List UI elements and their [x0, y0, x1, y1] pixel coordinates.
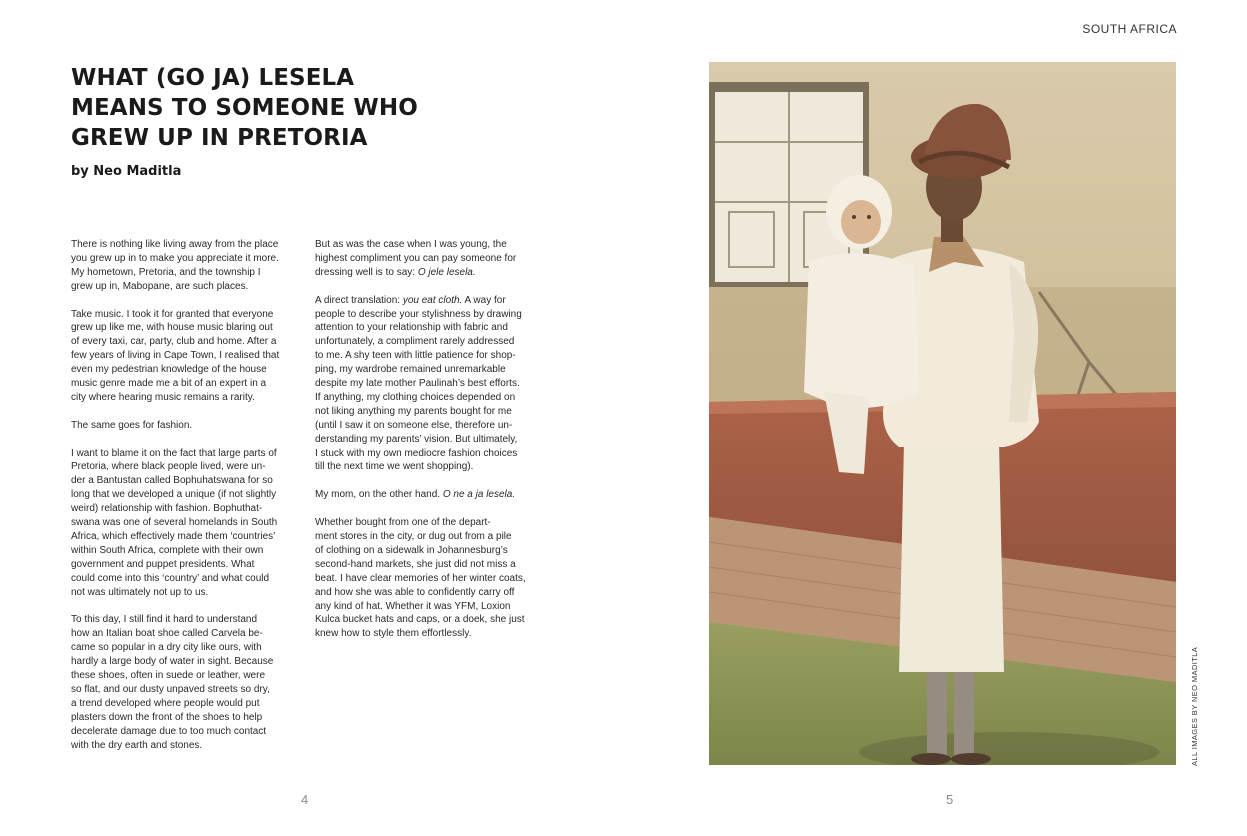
text-run: dressing well is to say: [315, 266, 418, 278]
text-line: Kulca bucket hats and caps, or a doek, she just [315, 614, 525, 626]
vintage-photo [709, 62, 1176, 765]
text-line: music genre made me a bit of an expert in a [71, 378, 267, 390]
text-line: how an Italian boat shoe called Carvela be- [71, 628, 263, 640]
title-line: GREW UP IN PRETORIA [71, 125, 368, 151]
text-line: within South Africa, complete with their own [71, 544, 264, 556]
text-line: Take music. I took it for granted that everyone [71, 308, 274, 320]
text-line: unfortunately, a compliment rarely addressed [315, 336, 515, 348]
text-column-right [315, 238, 547, 655]
text-line: ping, my wardrobe remained unremarkable [315, 364, 506, 376]
photo-credit: ALL IMAGES BY NEO MADITLA [1190, 646, 1199, 766]
text-line: hardly a large body of water in sight. Because [71, 656, 274, 668]
text-line: swana was one of several homelands in South [71, 517, 278, 529]
text-line: till the next time we went shopping). [315, 461, 474, 473]
text-line: grew up in, Mabopane, are such places. [71, 280, 249, 292]
text-line: beat. I have clear memories of her winter coats, [315, 572, 526, 584]
text-line: But as was the case when I was young, the [315, 239, 507, 250]
text-line: knew how to style them effortlessly. [315, 628, 472, 640]
photo-illustration [709, 62, 1176, 765]
article-title [71, 63, 491, 153]
text-line: despite my late mother Paulinah’s best efforts. [315, 378, 520, 390]
text-line: If anything, my clothing choices depended on [315, 391, 516, 403]
text-line: There is nothing like living away from the place [71, 239, 279, 250]
text-run: My mom, on the other hand. [315, 489, 443, 501]
text-line: of clothing on a sidewalk in Johannesburg’s [315, 544, 508, 556]
text-line [315, 266, 547, 280]
paragraph [315, 488, 547, 502]
text-line: The same goes for fashion. [71, 419, 193, 431]
paragraph [71, 419, 303, 433]
text-run: A way for [462, 294, 506, 306]
text-line [315, 294, 547, 308]
paragraph [315, 516, 547, 641]
text-line: Pretoria, where black people lived, were un- [71, 461, 266, 473]
paragraph [315, 238, 547, 280]
paragraph [71, 447, 303, 600]
italic-phrase: O ne a ja lesela. [442, 489, 516, 501]
text-column-left [71, 238, 303, 766]
page-number-left: 4 [301, 792, 309, 807]
text-line: My hometown, Pretoria, and the township I [71, 266, 261, 278]
text-line: with the dry earth and stones. [71, 739, 203, 751]
text-line: der a Bantustan called Bophuhatswana for so [71, 475, 273, 487]
text-line: city where hearing music remains a rarity. [71, 391, 255, 403]
text-line: I want to blame it on the fact that large parts of [71, 447, 277, 459]
text-line: so flat, and our dusty unpaved streets so dry, [71, 683, 270, 695]
text-line: a trend developed where people would put [71, 697, 260, 709]
text-line: you grew up in to make you appreciate it more. [71, 252, 279, 264]
page-number-right: 5 [946, 792, 954, 807]
text-line: weird) relationship with fashion. Bophuthat- [71, 503, 263, 515]
italic-phrase: O jele lesela. [417, 266, 476, 278]
text-line: these shoes, often in suede or leather, were [71, 670, 266, 682]
text-line: any kind of hat. Whether it was YFM, Loxion [315, 600, 511, 612]
text-line: few years of living in Cape Town, I realised that [71, 350, 280, 362]
text-line: government and puppet presidents. What [71, 558, 255, 570]
text-line: people to describe your stylishness by drawing [315, 308, 522, 320]
text-line: grew up like me, with house music blaring out [71, 322, 273, 334]
text-line: attention to your relationship with fabric and [315, 322, 508, 334]
text-line: not was ultimately not up to us. [71, 586, 209, 598]
text-line: and how she was able to confidently carry off [315, 586, 515, 598]
text-line: I stuck with my own mediocre fashion choices [315, 447, 518, 459]
text-line: came so popular in a dry city like ours, with [71, 642, 262, 654]
text-line: of every taxi, car, party, club and home. After a [71, 336, 277, 348]
text-line: even my pedestrian knowledge of the house [71, 364, 267, 376]
text-line: decelerate damage due to too much contact [71, 725, 267, 737]
text-line: could come into this ‘country’ and what could [71, 572, 270, 584]
byline: by Neo Maditla [71, 164, 182, 179]
section-label: SOUTH AFRICA [1082, 22, 1177, 36]
text-line: plasters down the front of the shoes to help [71, 711, 263, 723]
text-line: long that we developed a unique (if not slightly [71, 489, 277, 501]
text-line: To this day, I still find it hard to understand [71, 614, 258, 626]
italic-phrase: you eat cloth. [402, 294, 463, 306]
text-line: ment stores in the city, or dug out from a pile [315, 530, 512, 542]
title-line: MEANS TO SOMEONE WHO [71, 95, 418, 121]
title-line: WHAT (GO JA) LESELA [71, 65, 355, 91]
paragraph [71, 613, 303, 752]
text-run: A direct translation: [315, 294, 403, 306]
text-line: second-hand markets, she just did not miss a [315, 558, 516, 570]
paragraph [315, 294, 547, 475]
text-line: derstanding my parents’ vision. But ultimately, [315, 433, 518, 445]
text-line: to me. A shy teen with little patience for shop- [315, 350, 516, 362]
text-line: not liking anything my parents bought for me [315, 405, 512, 417]
paragraph [71, 308, 303, 405]
text-line [315, 488, 547, 502]
text-line: highest compliment you can pay someone for [315, 252, 517, 264]
paragraph [71, 238, 303, 294]
text-line: (until I saw it on someone else, therefore un- [315, 419, 513, 431]
text-line: Africa, which effectively made them ‘countries’ [71, 530, 276, 542]
text-line: Whether bought from one of the depart- [315, 517, 491, 529]
